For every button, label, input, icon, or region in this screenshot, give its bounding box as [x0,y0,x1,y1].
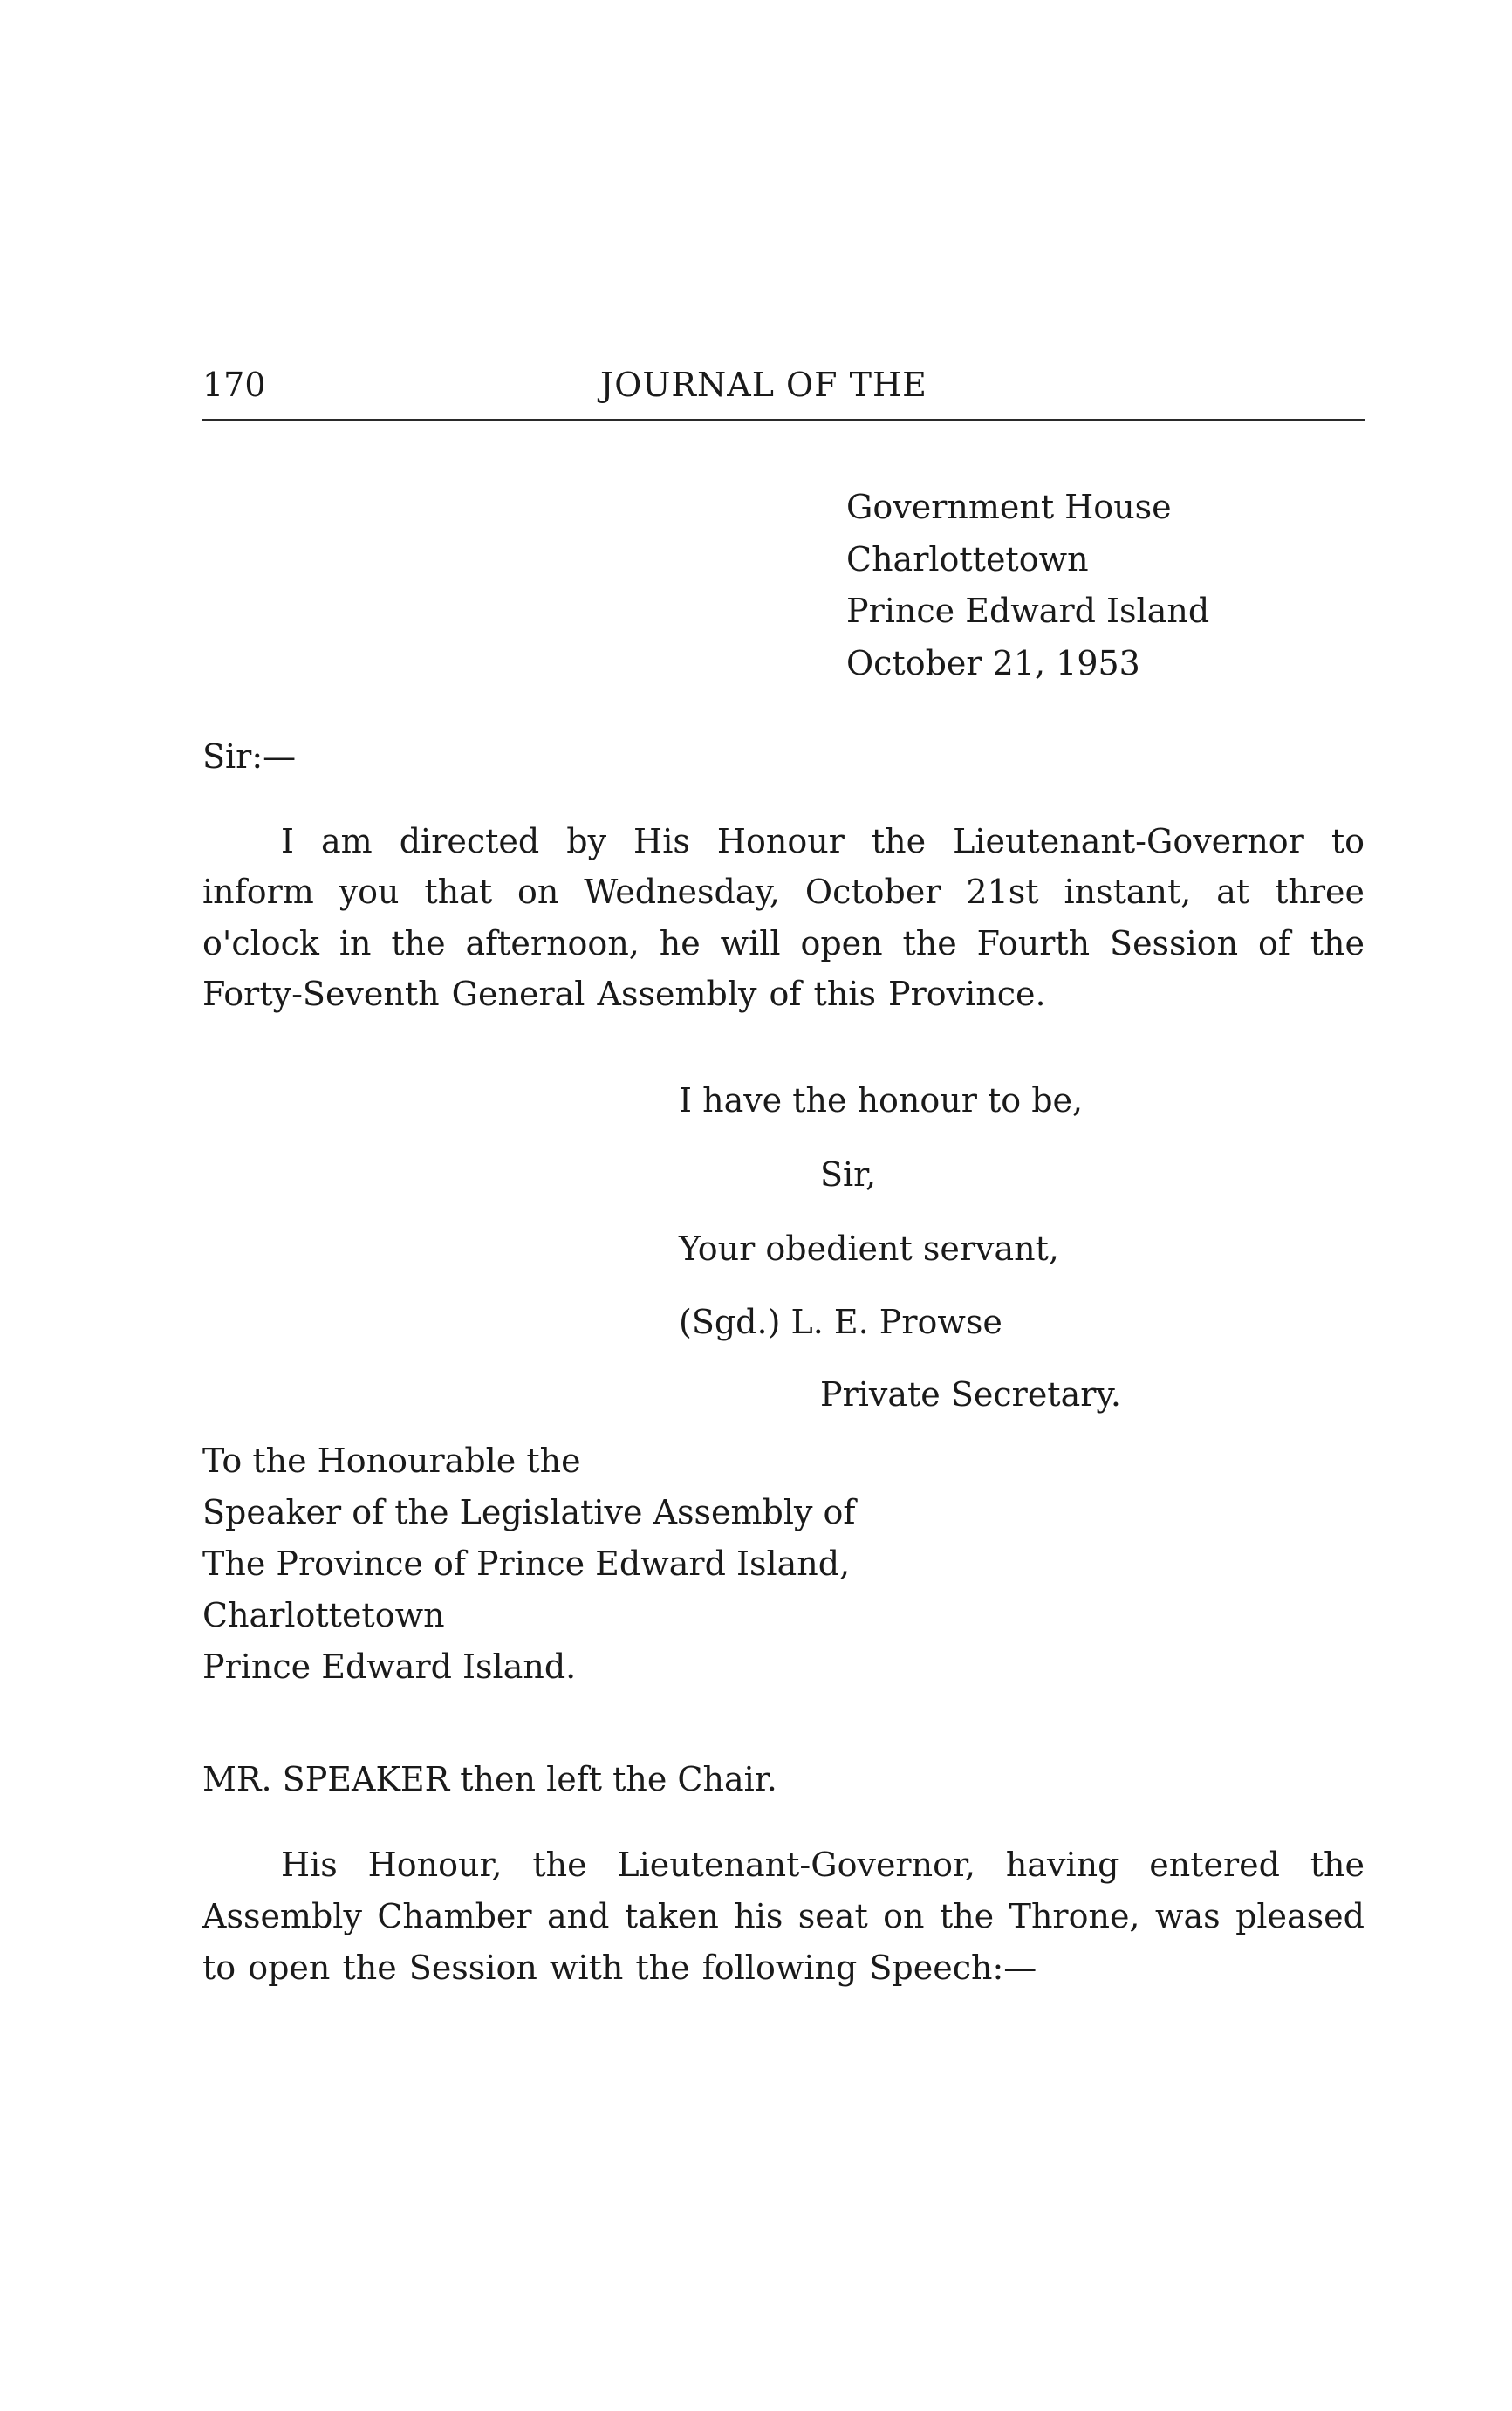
signature: (Sgd.) L. E. Prowse [679,1303,1002,1341]
address-line: Government House [846,488,1172,526]
throne-speech-intro: His Honour, the Lieutenant-Governor, having entered the Assembly Chamber and taken his seat on the Throne, was pleased to open the Session with the following Speech:— [202,1846,1365,1987]
recipient-line: Charlottetown [202,1596,445,1634]
letter-body: I am directed by His Honour the Lieutenant-Governor to inform you that on Wednesday, October 21st instant, at three o'clock in the afternoon, he will open the Fourth Session of the Forty-Seventh General Assembly of this Province. [202,822,1365,1013]
address-line: Prince Edward Island [846,592,1210,630]
closing-line: I have the honour to be, [679,1081,1084,1120]
signer-title: Private Secretary. [820,1375,1121,1414]
page-number: 170 [202,366,266,404]
recipient-line: Speaker of the Legislative Assembly of [202,1493,856,1531]
recipient-line: The Province of Prince Edward Island, [202,1545,851,1583]
address-line: Charlottetown [846,540,1089,579]
salutation: Sir:— [202,737,297,776]
speaker-line: MR. SPEAKER then left the Chair. [202,1760,777,1798]
header-rule [202,419,1365,421]
recipient-line: To the Honourable the [202,1442,581,1480]
closing-sir: Sir, [820,1155,877,1194]
running-head: JOURNAL OF THE [600,366,927,404]
recipient-line: Prince Edward Island. [202,1647,577,1686]
letter-date: October 21, 1953 [846,644,1140,682]
closing-line: Your obedient servant, [679,1229,1059,1268]
